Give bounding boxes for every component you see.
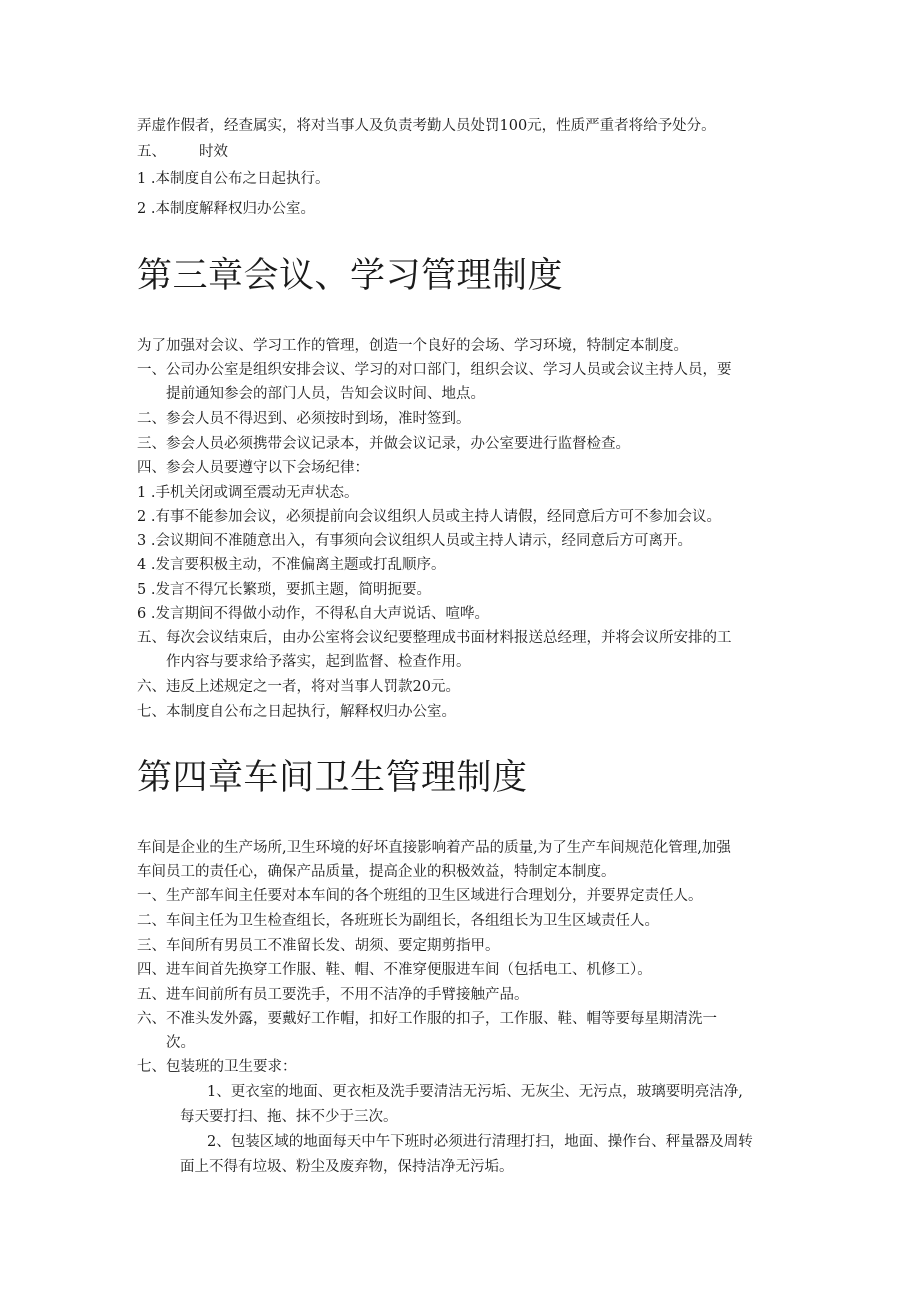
ch3-rule-1-cont: 提前通知参会的部门人员，告知会议时间、地点。 <box>166 386 485 402</box>
list-item: 2 .本制度解释权归办公室。 <box>137 201 315 217</box>
chapter-three-title: 第三章会议、学习管理制度 <box>137 256 564 296</box>
section-five-heading <box>137 142 228 162</box>
ch3-sub-2: 2 .有事不能参加会议，必须提前向会议组织人员或主持人请假，经同意后方可不参加会议。 <box>137 509 721 525</box>
ch3-rule-5-cont: 作内容与要求给予落实，起到监督、检查作用。 <box>166 654 471 670</box>
ch3-sub-4: 4 .发言要积极主动，不准偏离主题或打乱顺序。 <box>137 557 446 573</box>
ch3-rule-5: 五、每次会议结束后，由办公室将会议纪要整理成书面材料报送总经理，并将会议所安排的工 <box>137 630 732 646</box>
section-title: 时效 <box>199 144 228 160</box>
ch4-rule-6-cont: 次。 <box>166 1035 195 1051</box>
ch4-rule-6: 六、不准头发外露，要戴好工作帽，扣好工作服的扣子，工作服、鞋、帽等要每星期清洗一 <box>137 1011 717 1027</box>
ch3-rule-3: 三、参会人员必须携带会议记录本，并做会议记录，办公室要进行监督检查。 <box>137 436 630 452</box>
paragraph-penalty-continuation: 弄虚作假者，经查属实，将对当事人及负责考勤人员处罚100元，性质严重者将给予处分。 <box>137 118 716 134</box>
ch3-sub-1: 1 .手机关闭或调至震动无声状态。 <box>137 485 359 501</box>
ch4-rule-3: 三、车间所有男员工不准留长发、胡须、要定期剪指甲。 <box>137 938 500 954</box>
ch4-rule-5: 五、进车间前所有员工要洗手，不用不洁净的手臂接触产品。 <box>137 987 529 1003</box>
chapter-four-title: 第四章车间卫生管理制度 <box>137 758 528 798</box>
ch4-rule-7: 七、包装班的卫生要求： <box>137 1059 297 1075</box>
ch4-rule-2: 二、车间主任为卫生检查组长，各班班长为副组长，各组组长为卫生区域责任人。 <box>137 913 659 929</box>
ch3-rule-1: 一、公司办公室是组织安排会议、学习的对口部门，组织会议、学习人员或会议主持人员，要 <box>137 362 732 378</box>
ch3-rule-7: 七、本制度自公布之日起执行，解释权归办公室。 <box>137 704 456 720</box>
ch4-intro: 车间是企业的生产场所,卫生环境的好坏直接影响着产品的质量,为了生产车间规范化管理,加强 <box>137 840 731 856</box>
ch4-req-1: 1、更衣室的地面、更衣柜及洗手要清洁无污垢、无灰尘、无污点，玻璃要明亮洁净, <box>207 1084 743 1100</box>
ch4-rule-4: 四、进车间首先换穿工作服、鞋、帽、不准穿便服进车间（包括电工、机修工）。 <box>137 962 652 978</box>
ch3-rule-6: 六、违反上述规定之一者，将对当事人罚款20元。 <box>137 679 460 695</box>
ch3-intro: 为了加强对会议、学习工作的管理，创造一个良好的会场、学习环境，特制定本制度。 <box>137 338 688 354</box>
ch4-rule-1: 一、生产部车间主任要对本车间的各个班组的卫生区域进行合理划分，并要界定责任人。 <box>137 888 703 904</box>
section-number: 五、 <box>137 144 166 160</box>
ch3-sub-3: 3 .会议期间不准随意出入，有事须向会议组织人员或主持人请示，经同意后方可离开。 <box>137 533 692 549</box>
ch3-rule-4: 四、参会人员要遵守以下会场纪律： <box>137 460 369 476</box>
ch3-sub-6: 6 .发言期间不得做小动作，不得私自大声说话、喧哗。 <box>137 606 489 622</box>
ch4-req-2-cont: 面上不得有垃圾、粉尘及废弃物，保持洁净无污垢。 <box>180 1159 514 1175</box>
ch3-rule-2: 二、参会人员不得迟到、必须按时到场，准时签到。 <box>137 411 471 427</box>
list-item: 1 .本制度自公布之日起执行。 <box>137 171 330 187</box>
ch4-intro-cont: 车间员工的责任心，确保产品质量，提高企业的积极效益，特制定本制度。 <box>137 864 616 880</box>
ch3-sub-5: 5 .发言不得冗长繁琐，要抓主题，简明扼要。 <box>137 582 431 598</box>
ch4-req-1-cont: 每天要打扫、拖、抹不少于三次。 <box>180 1109 398 1125</box>
ch4-req-2: 2、包装区域的地面每天中午下班时必须进行清理打扫，地面、操作台、秤量器及周转 <box>207 1134 753 1150</box>
